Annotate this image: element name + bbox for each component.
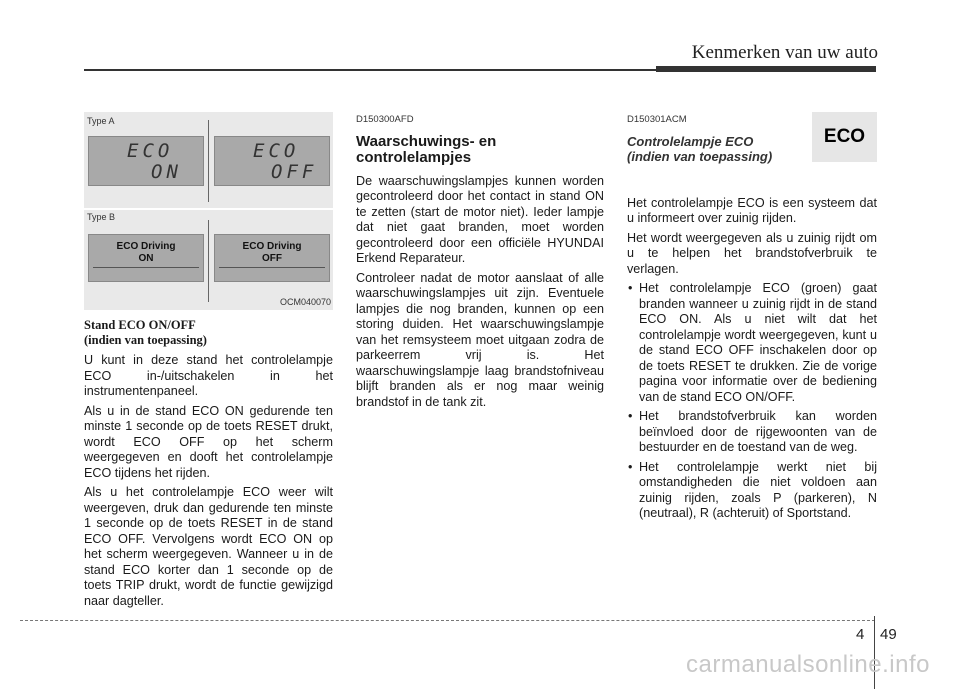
eco-indicator-bullet-list: [627, 281, 877, 522]
eco-on-off-heading-line1: Stand ECO ON/OFF: [84, 318, 196, 332]
eco-indicator-paragraph-2: Het wordt weergegeven als u zuinig rijdt om u te helpen het brandstofverbruik te verlagen.: [627, 230, 877, 276]
eco-on-off-paragraph-2: Als u in de stand ECO ON gedurende ten minste 1 seconde op de toets RESET drukt, wordt ECO OFF op het scherm weergegeven en dooft het controlelampje ECO tijdens het rijden.: [84, 403, 333, 480]
warning-paragraph-1: De waarschuwingslampjes kunnen worden gecontroleerd door het contact in stand ON te zetten (start de motor niet). Ieder lampje dat niet gaat branden, moet worden gecontroleerd door een officiële HYUNDAI Erkend Reparateur.: [356, 173, 604, 265]
eco-on-off-paragraph-3: Als u het controlelampje ECO weer wilt weergeven, druk dan gedurende ten minste 1 seconde op de toets RESET in de stand ECO OFF. Vervolgens wordt ECO ON op het scherm weergegeven. Wanneer u in de stand ECO korter dan 1 seconde op de toets TRIP drukt, wordt de functie gewijzigd naar dagteller.: [84, 485, 333, 608]
eco-indicator-title-line2: (indien van toepassing): [627, 149, 773, 164]
type-a-label: Type A: [87, 116, 115, 126]
warning-section-code: D150300AFD: [356, 114, 414, 125]
figure-divider-b: [208, 220, 209, 302]
lcd-b-right-line1: ECO Driving: [242, 241, 302, 252]
eco-on-off-heading: [84, 318, 333, 348]
header-title: Kenmerken van uw auto: [691, 42, 878, 63]
eco-display-figure: [84, 112, 333, 310]
figure-code: OCM040070: [279, 297, 331, 307]
list-item: • Het controlelampje ECO (groen) gaat branden wanneer u zuinig rijdt in de stand ECO ON. Als u niet wilt dat het controlelampje wordt weergegeven, kunt u de stand ECO OFF inschakelen door op de toets RESET te drukken. Zie de vorige pagina voor informatie over de bediening van de stand ECO ON/OFF.: [627, 281, 877, 405]
list-item: • Het controlelampje werkt niet bij omstandigheden die niet voldoen aan zuinig rijden, zoals P (parkeren), N (neutraal), R (achteruit) of Sportstand.: [627, 460, 877, 522]
type-b-label: Type B: [87, 212, 116, 222]
lcd-b-right-line2: OFF: [262, 253, 282, 264]
chapter-number: 4: [856, 626, 865, 643]
eco-on-off-paragraph-1: U kunt in deze stand het controlelampje ECO in-/uitschakelen in het instrumentenpaneel.: [84, 353, 333, 398]
column-warning-lamps: [356, 112, 604, 414]
footer-dashed-rule: [20, 620, 875, 621]
warning-section-title: Waarschuwings- en controlelampjes: [356, 132, 497, 166]
page-number: 49: [880, 626, 897, 643]
eco-on-off-heading-line2: (indien van toepassing): [84, 333, 207, 347]
lcd-type-b-eco-driving-on: [88, 234, 204, 282]
lcd-a-left-line1: ECO: [127, 140, 174, 162]
figure-separator: [84, 208, 333, 210]
lcd-type-a-eco-on: [88, 136, 204, 186]
eco-indicator-paragraph-1: Het controlelampje ECO is een systeem dat u informeert over zuinig rijden.: [627, 195, 877, 225]
eco-indicator-title-line1: Controlelampje ECO: [627, 133, 754, 149]
lcd-type-b-eco-driving-off: [214, 234, 330, 282]
eco-indicator-code: D150301ACM: [627, 114, 687, 125]
eco-indicator-icon: ECO: [812, 112, 877, 162]
column-eco-indicator: [627, 112, 877, 526]
list-item: • Het brandstofverbruik kan worden beïnvloed door de rijgewoonten van de bestuurder en de toestand van de weg.: [627, 409, 877, 456]
lcd-b-left-rule: [93, 267, 199, 268]
lcd-type-a-eco-off: [214, 136, 330, 186]
column-eco-on-off: [84, 318, 333, 613]
warning-paragraph-2: Controleer nadat de motor aanslaat of alle waarschuwingslampjes uit zijn. Eventuele lampjes die nog branden, kunnen op een storing duiden. Het waarschuwingslampje van het remsysteem moet uitgaan zodra de parkeerrem vrij is. Het waarschuwingslampje laag brandstofniveau blijft branden als er nog maar weinig brandstof in de tank zit.: [356, 270, 604, 409]
lcd-a-left-line2: ON: [151, 161, 182, 183]
lcd-b-left-line1: ECO Driving: [116, 241, 176, 252]
figure-divider-a: [208, 120, 209, 202]
lcd-b-right-rule: [219, 267, 325, 268]
lcd-a-right-line1: ECO: [253, 140, 300, 162]
watermark: carmanualsonline.info: [686, 651, 930, 678]
lcd-a-right-line2: OFF: [271, 161, 318, 183]
header-rule-accent: [656, 66, 876, 72]
lcd-b-left-line2: ON: [138, 253, 154, 264]
